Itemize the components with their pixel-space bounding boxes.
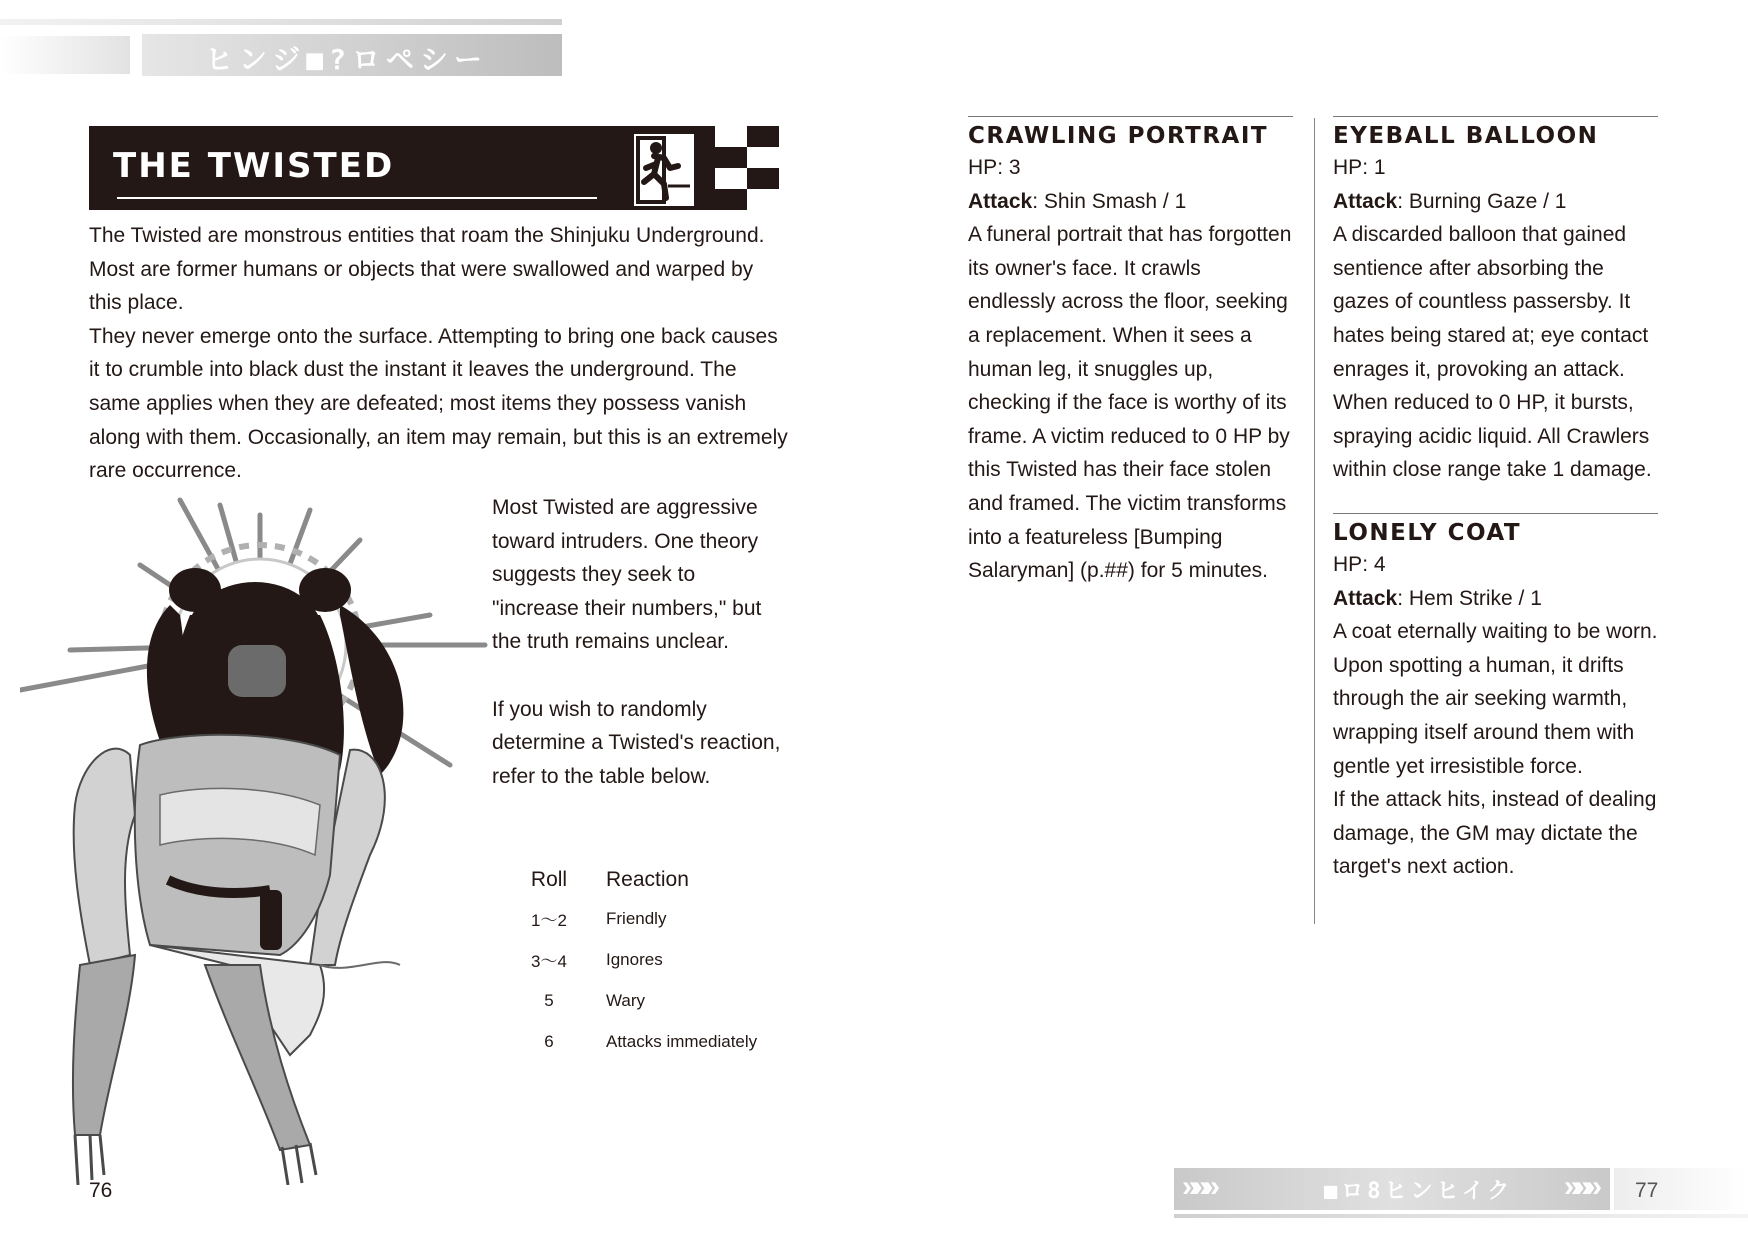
attack-stat: [968, 185, 1293, 219]
hp-label: HP: [1333, 156, 1363, 179]
footer-rule: [1174, 1214, 1748, 1218]
hp-stat: [968, 151, 1293, 185]
table-row: [492, 898, 757, 939]
intro-paragraph-1: The Twisted are monstrous entities that roam the Shinjuku Underground. Most are former humans or objects that were swallowed and warped by this place.: [89, 224, 765, 315]
entries-right-column: [1333, 116, 1658, 884]
entry-name: CRAWLING PORTRAIT: [968, 123, 1269, 149]
attack-label: Attack: [1333, 189, 1398, 213]
reaction-cell: Ignores: [606, 949, 663, 969]
intro-paragraph-2: They never emerge onto the surface. Attempting to bring one back causes it to crumble into black dust the instant it leaves the underground. The same applies when they are defeated; most items they possess vanish along with them. Occasionally, an item may remain, but this is an extremely rare occurrence.: [89, 324, 788, 483]
attack-stat: [1333, 185, 1658, 219]
attack-value: : Burning Gaze / 1: [1397, 189, 1567, 213]
attack-value: : Hem Strike / 1: [1397, 586, 1542, 610]
page-number-right: 77: [1635, 1179, 1659, 1202]
entry-description: A discarded balloon that gained sentience after absorbing the gazes of countless passersby. It hates being stared at; eye contact enrages it, provoking an attack. When reduced to 0 HP, it bursts, spraying acidic liquid. All Crawlers within close range take 1 damage.: [1333, 223, 1652, 482]
title-banner: [89, 126, 779, 210]
hp-stat: [1333, 548, 1658, 582]
entry-description: A funeral portrait that has forgotten its owner's face. It crawls endlessly across the floor, seeking a replacement. When it sees a human leg, it snuggles up, checking if the face is worthy of its frame. A victim reduced to 0 HP by this Twisted has their face stolen and framed. The victim transforms into a featureless [Bumping Salaryman] (p.##) for 5 minutes.: [968, 223, 1292, 583]
side-paragraph-2: If you wish to randomly determine a Twisted's reaction, refer to the table below.: [492, 697, 781, 788]
table-row: [492, 980, 757, 1021]
attack-stat: [1333, 582, 1658, 616]
reaction-cell: Friendly: [606, 908, 667, 928]
table-header-row: [492, 862, 757, 898]
roll-cell: 6: [544, 1031, 554, 1051]
hp-label: HP: [1333, 552, 1363, 576]
emergency-exit-icon: [634, 134, 694, 206]
reaction-table: [492, 862, 757, 1062]
entry-eyeball-balloon: [1333, 116, 1658, 487]
attack-label: Attack: [1333, 586, 1398, 610]
entry-rule: [1333, 513, 1658, 514]
page-title: THE TWISTED: [113, 146, 395, 186]
roll-cell: 5: [544, 990, 554, 1010]
entry-description: A coat eternally waiting to be worn. Upon spotting a human, it drifts through the air seeking warmth, wrapping itself around them with gentle yet irresistible force.: [1333, 620, 1658, 778]
footer-glyphs: ■ロ8ヒンヒイク: [1324, 1179, 1514, 1204]
intro-text: [89, 219, 789, 488]
title-underline: [117, 197, 597, 199]
header-bar-left: [0, 36, 130, 74]
chevron-right-icon: »»»: [1182, 1170, 1215, 1203]
entry-rule: [968, 116, 1293, 117]
checker-pattern: [715, 126, 779, 210]
hp-value: : 1: [1362, 156, 1386, 179]
twisted-girl-illustration: [20, 495, 490, 1185]
attack-value: : Shin Smash / 1: [1032, 189, 1187, 213]
entry-lonely-coat: [1333, 513, 1658, 884]
table-row: [492, 1021, 757, 1062]
side-paragraph-1: Most Twisted are aggressive toward intruders. One theory suggests they seek to "increase their numbers," but the truth remains unclear.: [492, 496, 762, 654]
reaction-cell: Attacks immediately: [606, 1031, 758, 1051]
hp-label: HP: [968, 156, 998, 179]
page-number-left: 76: [89, 1179, 113, 1202]
entry-name: LONELY COAT: [1333, 519, 1522, 546]
hp-value: : 3: [997, 156, 1021, 179]
header-rule: [0, 19, 562, 25]
header-glyphs: ヒンジ■?ロペシー: [205, 43, 489, 76]
footer-bar: [1174, 1168, 1610, 1210]
roll-cell: 1～2: [531, 911, 567, 930]
table-row: [492, 939, 757, 980]
reaction-cell: Wary: [606, 990, 646, 1010]
entry-description-rule: If the attack hits, instead of dealing damage, the GM may dictate the target's next action.: [1333, 788, 1657, 879]
hp-value: : 4: [1362, 552, 1386, 576]
hp-stat: [1333, 151, 1658, 185]
roll-cell: 3～4: [531, 952, 567, 971]
column-header-roll: Roll: [530, 868, 568, 891]
entry-crawling-portrait: [968, 116, 1293, 588]
chevron-right-icon: »»»: [1564, 1170, 1597, 1203]
side-text: [492, 491, 782, 793]
attack-label: Attack: [968, 189, 1033, 213]
entry-rule: [1333, 116, 1658, 117]
entry-name: EYEBALL BALLOON: [1333, 123, 1599, 149]
column-header-reaction: Reaction: [606, 868, 689, 891]
column-divider: [1314, 118, 1315, 924]
